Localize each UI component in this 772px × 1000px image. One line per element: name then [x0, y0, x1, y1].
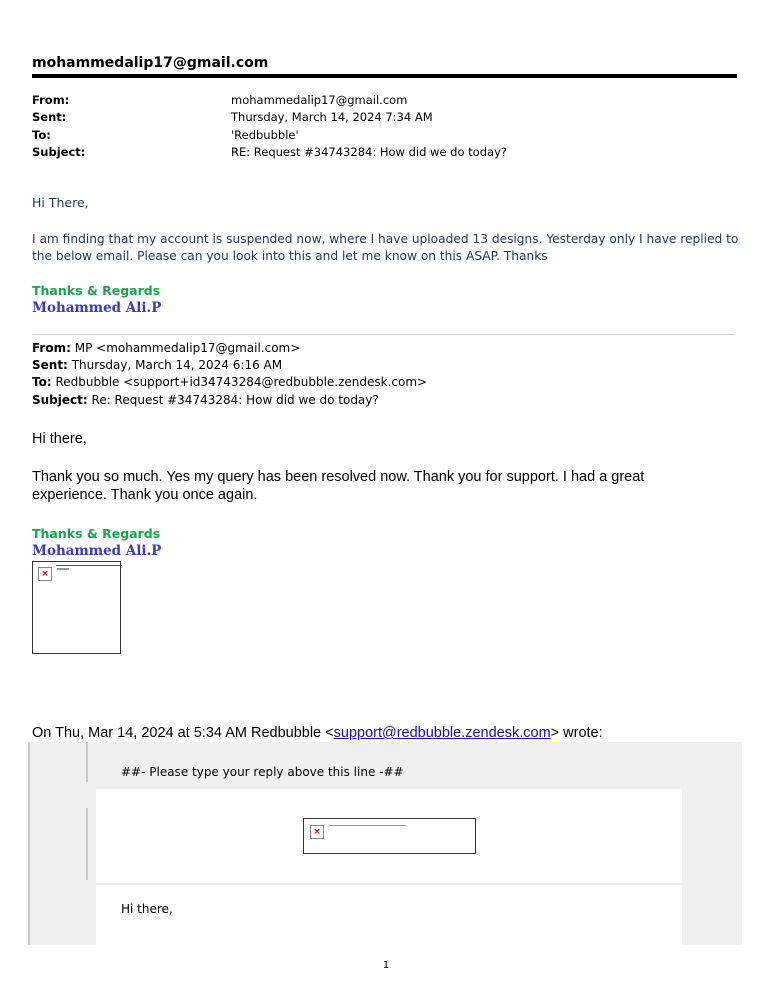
account-header: mohammedalip17@gmail.com [32, 55, 269, 71]
quote-bar-inner [86, 742, 88, 782]
divider [32, 334, 735, 335]
sent-value: Thursday, March 14, 2024 7:34 AM [231, 110, 433, 124]
signature-thanks: Thanks & Regards [32, 526, 161, 541]
forwarded-to-label: To: [32, 375, 52, 389]
alt-text-bar [57, 568, 69, 570]
message2-line1: Thank you so much. Yes my query has been resolved now. Thank you for support. I had a great [32, 469, 645, 485]
forwarded-from-value: MP <mohammedalip17@gmail.com> [74, 341, 301, 355]
page-number: 1 [382, 960, 390, 971]
quote-bar-inner [86, 808, 88, 880]
broken-image-icon: × [310, 825, 324, 839]
image-placeholder [32, 561, 121, 654]
support-email-link[interactable]: support@redbubble.zendesk.com [333, 725, 551, 741]
forwarded-sent-value: Thursday, March 14, 2024 6:16 AM [71, 358, 283, 372]
forwarded-sent-label: Sent: [32, 358, 68, 372]
header-rule [32, 74, 737, 78]
subject-value: RE: Request #34743284: How did we do today? [231, 145, 507, 159]
signature-thanks: Thanks & Regards [32, 283, 161, 298]
quote-bar [28, 742, 30, 945]
forwarded-to-value: Redbubble <support+id34743284@redbubble.zendesk.com> [55, 375, 428, 389]
broken-image-icon: × [38, 567, 52, 581]
quoted-message [28, 742, 742, 945]
quote-intro [32, 724, 603, 742]
quote-intro-prefix: On Thu, Mar 14, 2024 at 5:34 AM Redbubble < [32, 725, 334, 741]
message1-line1: I am finding that my account is suspended now, where I have uploaded 13 designs. Yesterday only I have replied to [32, 232, 739, 246]
message2-line2: experience. Thank you once again. [32, 487, 258, 503]
signature-name: Mohammed Ali.P [32, 543, 162, 559]
forwarded-to [32, 375, 427, 389]
signature-name: Mohammed Ali.P [32, 300, 162, 316]
forwarded-subject-value: Re: Request #34743284: How did we do today? [91, 393, 379, 407]
from-value: mohammedalip17@gmail.com [231, 93, 408, 107]
message-card [96, 885, 682, 945]
from-label: From: [32, 93, 70, 107]
to-value: 'Redbubble' [231, 128, 299, 142]
quote-intro-suffix: > wrote: [550, 725, 603, 741]
forwarded-from-label: From: [32, 341, 71, 355]
subject-label: Subject: [32, 145, 86, 159]
quote-greeting: Hi there, [121, 902, 173, 916]
to-label: To: [32, 128, 51, 142]
forwarded-sent [32, 358, 282, 372]
logo-card [96, 789, 682, 883]
message1-greeting: Hi There, [32, 195, 89, 210]
forwarded-subject [32, 393, 379, 407]
alt-text-bar [329, 825, 406, 826]
reply-above-line: ##- Please type your reply above this line -## [121, 765, 404, 779]
logo-image-placeholder [303, 818, 476, 854]
image-outline-top [56, 565, 122, 566]
message2-greeting: Hi there, [32, 431, 87, 447]
forwarded-subject-label: Subject: [32, 393, 88, 407]
forwarded-from [32, 341, 300, 355]
message1-line2: the below email. Please can you look into this and let me know on this ASAP. Thanks [32, 249, 548, 263]
sent-label: Sent: [32, 110, 67, 124]
